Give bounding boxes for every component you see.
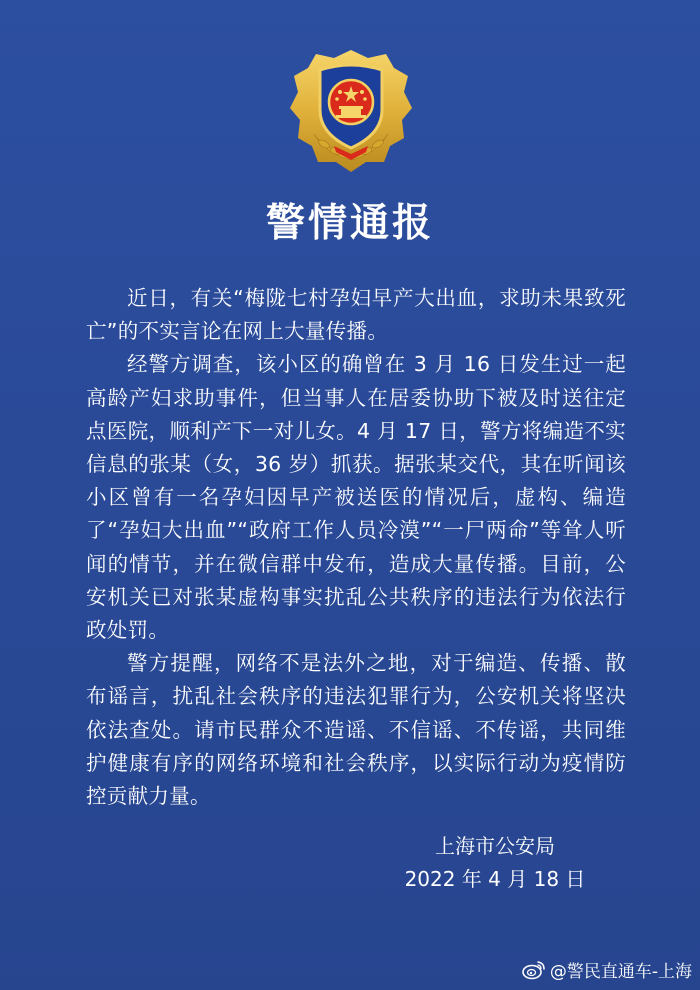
issue-date: 2022 年 4 月 18 日 xyxy=(404,867,586,891)
weibo-watermark xyxy=(522,957,692,982)
notice-title: 警情通报 xyxy=(265,201,434,246)
police-emblem-icon xyxy=(286,46,416,176)
weibo-icon xyxy=(522,960,546,980)
notice-body xyxy=(86,282,626,813)
watermark-text: @警民直通车-上海 xyxy=(549,962,692,982)
issuer-name: 上海市公安局 xyxy=(435,834,555,858)
paragraph: 经警方调查，该小区的确曾在 3 月 16 日发生过一起高龄产妇求助事件，但当事人在居委协助下被及时送往定点医院，顺利产下一对儿女。4 月 17 日，警方将编造不实信息的张某（女，36 岁）抓获。据张某交代，其在听闻该小区曾有一名孕妇因早产被送医的情况后，虚构、编造了“孕妇大出血”“政府工作人员冷漠”“一尸两命”等耸人听闻的情节，并在微信群中发布，造成大量传播。目前，公安机关已对张某虚构事实扰乱公共秩序的违法行为依法行政处罚。 xyxy=(86,352,626,643)
signature-block xyxy=(380,830,610,896)
paragraph: 警方提醒，网络不是法外之地，对于编造、传播、散布谣言，扰乱社会秩序的违法犯罪行为，公安机关将坚决依法查处。请市民群众不造谣、不信谣、不传谣，共同维护健康有序的网络环境和社会秩序，以实际行动为疫情防控贡献力量。 xyxy=(86,651,626,809)
paragraph: 近日，有关“梅陇七村孕妇早产大出血，求助未果致死亡”的不实言论在网上大量传播。 xyxy=(86,286,626,344)
